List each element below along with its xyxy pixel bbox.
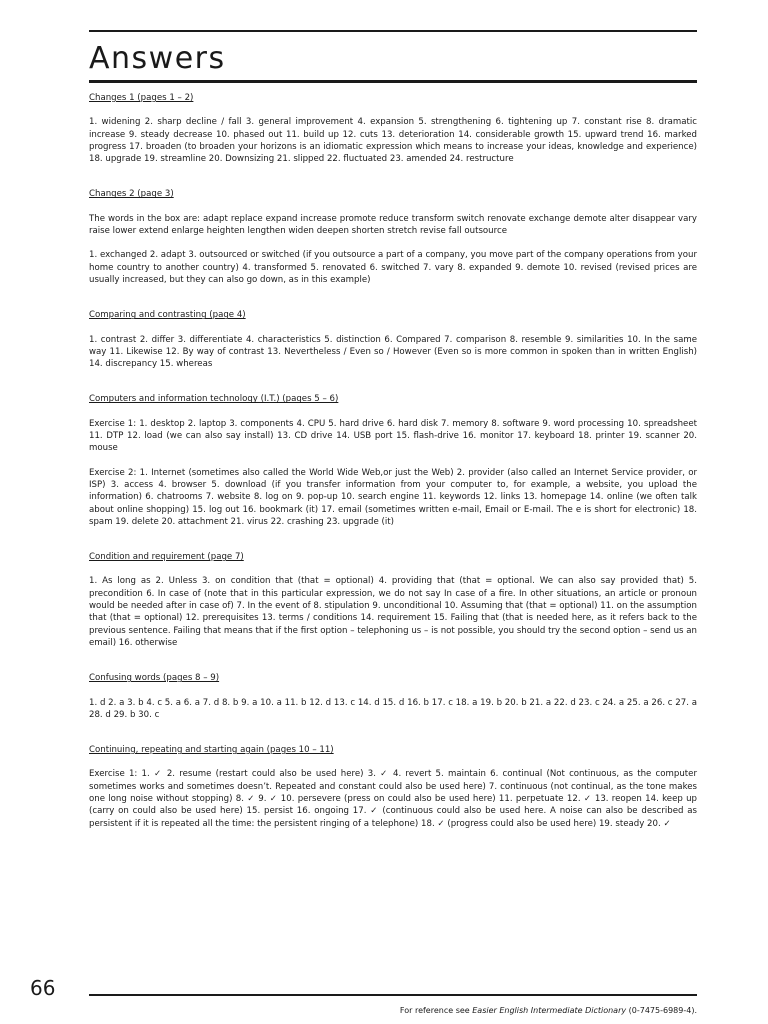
answers-content bbox=[89, 92, 697, 853]
footer-dictionary: Easier English Intermediate Dictionary bbox=[472, 1006, 627, 1015]
section-heading: Changes 1 (pages 1 – 2) bbox=[89, 93, 194, 103]
footer-prefix: For reference see bbox=[399, 1006, 473, 1015]
section-comparing bbox=[89, 309, 697, 370]
section-heading: Comparing and contrasting (page 4) bbox=[89, 310, 246, 321]
section-changes-2 bbox=[89, 188, 697, 286]
section-heading: Changes 2 (page 3) bbox=[89, 189, 174, 200]
exercise-2-paragraph: Exercise 2: 1. Internet (sometimes also called the World Wide Web,or just the Web) 2. provider (also called an Internet Service provider, or ISP) 3. access 4. browser 5. download (if you transfer information from your computer to, for example, a website, you upload the information) 6. chatrooms 7. website 8. log on 9. pop-up 10. search engine 11. keywords 12. links 13. homepage 14. online (we often talk about online shopping) 15. log out 16. bookmark (it) 17. email (sometimes written e-mail, Email or E-mail. The e is short for electronic) 18. spam 19. delete 20. attachment 21. virus 22. crashing 23. upgrade (it) bbox=[89, 467, 697, 527]
section-changes-1 bbox=[89, 92, 697, 165]
answer-paragraph: 1. widening 2. sharp decline / fall 3. general improvement 4. expansion 5. strengthening 6. tightening up 7. constant rise 8. dramatic increase 9. steady decrease 10. phased out 11. build up 12. cuts 13. deterioration 14. considerable growth 15. upward trend 16. marked progress 17. broaden (to broaden your horizons is an idiomatic expression which means to increase your ideas, knowledge and experience) 18. upgrade 19. streamline 20. Downsizing 21. slipped 22. fluctuated 23. amended 24. restructure bbox=[89, 117, 697, 165]
word-box-paragraph: The words in the box are: adapt replace expand increase promote reduce transform switch renovate exchange demote alter disappear vary raise lower extend enlarge heighten lengthen widen deepen shorten stretch revise fall outsource bbox=[89, 213, 697, 237]
section-heading: Continuing, repeating and starting again (pages 10 – 11) bbox=[89, 745, 334, 756]
title-rule bbox=[89, 80, 697, 83]
answer-paragraph: 1. As long as 2. Unless 3. on condition that (that = optional) 4. providing that (that = optional. We can also say provided that) 5. precondition 6. In case of (note that in this particular expression, we do not say In case of a fire. In other situations, an article or pronoun would be needed after in case of) 7. In the event of 8. stipulation 9. unconditional 10. Assuming that (that = optional) 11. on the assumption that (that = optional) 12. prerequisites 13. terms / conditions 14. requirement 15. Failing that (that is needed here, as it refers back to the previous sentence. Failing that means that if the first option – telephoning us – is not possible, you should try the second option – send us an email) 16. otherwise bbox=[89, 576, 697, 648]
top-rule bbox=[89, 30, 697, 32]
section-condition bbox=[89, 551, 697, 649]
section-heading: Computers and information technology (I.T.) (pages 5 – 6) bbox=[89, 394, 339, 405]
bottom-rule bbox=[89, 994, 697, 996]
exercise-1-paragraph: Exercise 1: 1. ✓ 2. resume (restart could also be used here) 3. ✓ 4. revert 5. maintain 6. continual (Not continuous, as the computer sometimes works and sometimes doesn’t. Repeated and constant could also be used here) 7. continuous (not continual, as the tone makes one long noise without stopping) 8. ✓ 9. ✓ 10. persevere (press on could also be used here) 11. perpetuate 12. ✓ 13. reopen 14. keep up (carry on could also be used here) 15. persist 16. ongoing 17. ✓ (continuous could also be used here. A noise can also be described as persistent if it is repeated all the time: the persistent ringing of a telephone) 18. ✓ (progress could also be used here) 19. steady 20. ✓ bbox=[89, 769, 697, 829]
answer-paragraph: 1. contrast 2. differ 3. differentiate 4. characteristics 5. distinction 6. Compared 7. comparison 8. resemble 9. similarities 10. In the same way 11. Likewise 12. By way of contrast 13. Nevertheless / Even so / However (Even so is more common in spoken than in written English) 14. discrepancy 15. whereas bbox=[89, 334, 697, 370]
section-heading: Condition and requirement (page 7) bbox=[89, 552, 244, 563]
section-continuing bbox=[89, 744, 697, 830]
page-title: Answers bbox=[89, 41, 226, 76]
exercise-1-paragraph: Exercise 1: 1. desktop 2. laptop 3. components 4. CPU 5. hard drive 6. hard disk 7. memory 8. software 9. word processing 10. spreadsheet 11. DTP 12. load (we can also say install) 13. CD drive 14. USB port 15. flash-drive 16. monitor 17. keyboard 18. printer 19. scanner 20. mouse bbox=[89, 418, 697, 454]
answer-paragraph: 1. exchanged 2. adapt 3. outsourced or switched (if you outsource a part of a company, you move part of the company operations from your home country to another country) 4. transformed 5. renovated 6. switched 7. vary 8. expanded 9. demote 10. revised (revised prices are usually increased, but they can also go down, as in this example) bbox=[89, 250, 697, 285]
section-computers bbox=[89, 393, 697, 528]
section-confusing-words bbox=[89, 672, 697, 721]
page-number: 66 bbox=[30, 976, 56, 1000]
footer-isbn: (0-7475-6989-4). bbox=[626, 1006, 697, 1015]
footer-reference bbox=[400, 1006, 697, 1015]
answer-paragraph: 1. d 2. a 3. b 4. c 5. a 6. a 7. d 8. b 9. a 10. a 11. b 12. d 13. c 14. d 15. d 16. b 17. c 18. a 19. b 20. b 21. a 22. d 23. c 24. a 25. a 26. c 27. a 28. d 29. b 30. c bbox=[89, 697, 697, 720]
section-heading: Confusing words (pages 8 – 9) bbox=[89, 673, 220, 684]
